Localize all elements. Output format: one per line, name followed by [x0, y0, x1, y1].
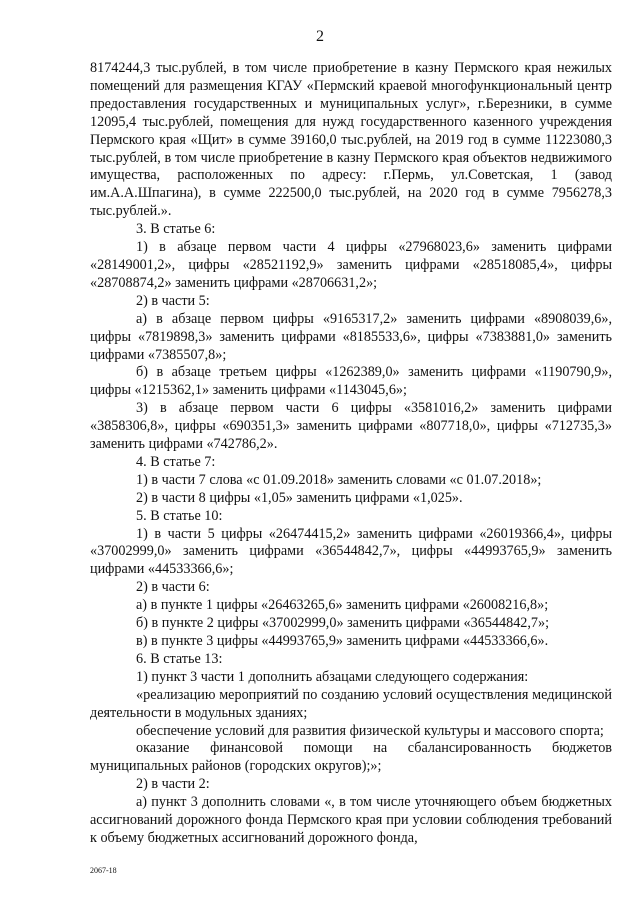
paragraph: 5. В статье 10: — [136, 507, 223, 524]
paragraph: 6. В статье 13: — [136, 650, 223, 667]
paragraph: 8174244,3 тыс.рублей, в том числе приобретение в казну Пермского края нежилых помещений для размещения КГАУ «Пермский краевой многофункциональный центр предоставления государственных и муниципальных услуг», г.Березники, в сумме 12095,4 тыс.рублей, помещения для нужд государственного казенного учреждения Пермского края «Щит» в сумме 39160,0 тыс.рублей, на 2019 год в сумме 11223080,3 тыс.рублей, в том числе приобретение в казну Пермского края объектов недвижимого имущества, расположенных по адресу: г.Пермь, ул.Советская, 1 (завод им.А.А.Шпагина), в сумме 222500,0 тыс.рублей, на 2020 год в сумме 7956278,3 тыс.рублей.». — [90, 60, 612, 220]
paragraph: «реализацию мероприятий по созданию условий осуществления медицинской деятельности в модульных зданиях; — [90, 686, 612, 721]
paragraph: а) в пункте 1 цифры «26463265,6» заменить цифрами «26008216,8»; — [136, 597, 549, 614]
document-body — [90, 60, 612, 848]
paragraph: в) в пункте 3 цифры «44993765,9» заменить цифрами «44533366,6». — [136, 633, 549, 649]
paragraph: б) в пункте 2 цифры «37002999,0» заменить цифрами «36544842,7»; — [136, 615, 550, 632]
paragraph: 4. В статье 7: — [136, 453, 216, 470]
paragraph: обеспечение условий для развития физической культуры и массового спорта; — [136, 722, 604, 739]
paragraph: 2) в части 2: — [136, 776, 210, 793]
paragraph: 1) в части 5 цифры «26474415,2» заменить цифрами «26019366,4», цифры «37002999,0» заменить цифрами «36544842,7», цифры «44993765,9» заменить цифрами «44533366,6»; — [90, 525, 612, 578]
paragraph: 3. В статье 6: — [136, 221, 216, 238]
paragraph: 1) в абзаце первом части 4 цифры «27968023,6» заменить цифрами «28149001,2», цифры «28521192,9» заменить цифрами «28518085,4», цифры «28708874,2» заменить цифрами «28706631,2»; — [90, 239, 612, 291]
paragraph: 2) в части 6: — [136, 579, 210, 596]
paragraph: а) в абзаце первом цифры «9165317,2» заменить цифрами «8908039,6», цифры «7819898,3» заменить цифрами «8185533,6», цифры «7383881,0» заменить цифрами «7385507,8»; — [90, 310, 612, 363]
document-code: 2067-18 — [90, 866, 117, 875]
paragraph: оказание финансовой помощи на сбалансированность бюджетов муниципальных районов (городских округов);»; — [90, 740, 612, 775]
paragraph: а) пункт 3 дополнить словами «, в том числе уточняющего объем бюджетных ассигнований дорожного фонда Пермского края при условии соблюдения требований к объему бюджетных ассигнований дорожного фонда, — [90, 794, 612, 846]
paragraph: 1) пункт 3 части 1 дополнить абзацами следующего содержания: — [136, 668, 529, 685]
paragraph: 2) в части 8 цифры «1,05» заменить цифрами «1,025». — [136, 489, 463, 506]
paragraph: 3) в абзаце первом части 6 цифры «3581016,2» заменить цифрами «3858306,8», цифры «690351,3» заменить цифрами «807718,0», цифры «712735,3» заменить цифрами «742786,2». — [90, 400, 612, 453]
paragraph: б) в абзаце третьем цифры «1262389,0» заменить цифрами «1190790,9», цифры «1215362,1» заменить цифрами «1143045,6»; — [90, 364, 612, 399]
paragraph: 2) в части 5: — [136, 292, 210, 309]
page-number: 2 — [316, 28, 324, 45]
paragraph: 1) в части 7 слова «с 01.09.2018» заменить словами «с 01.07.2018»; — [136, 471, 542, 488]
